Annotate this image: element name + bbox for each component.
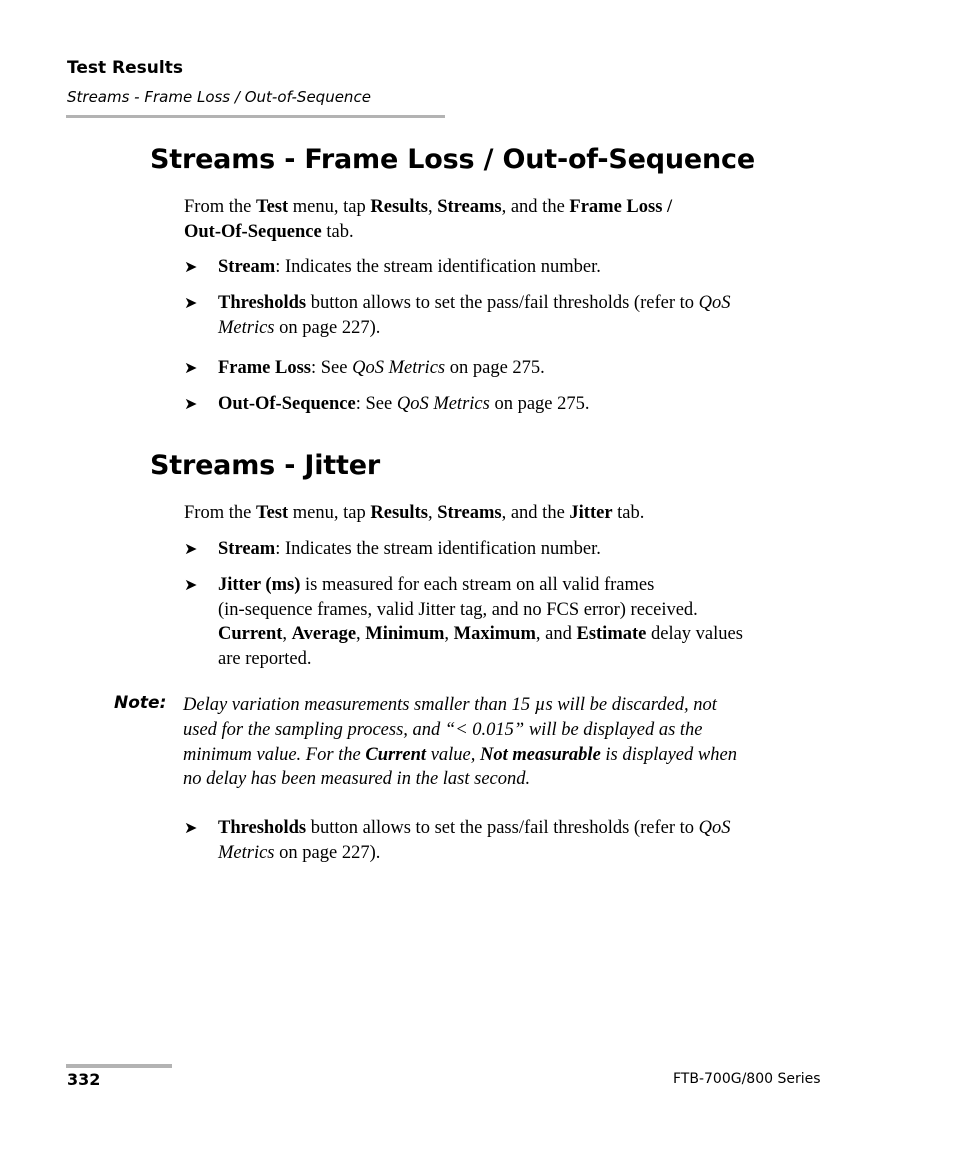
note-label: Note: bbox=[114, 693, 167, 713]
arrowhead-bullet-icon: ➤ bbox=[184, 575, 198, 594]
note-text: Delay variation measurements smaller than 15 µs will be discarded, not used for the sampling process, and “< 0.015” will be displayed as the minimum value. For the Current value, Not measurable is displayed when no delay has been measured in the last second. bbox=[183, 695, 737, 790]
arrowhead-bullet-icon: ➤ bbox=[184, 293, 198, 312]
section1-intro: From the Test menu, tap Results, Streams, and the Frame Loss / Out-Of-Sequence tab. bbox=[184, 197, 673, 242]
running-header-subtitle: Streams - Frame Loss / Out-of-Sequence bbox=[67, 88, 371, 106]
section-heading-jitter: Streams - Jitter bbox=[150, 450, 380, 481]
arrowhead-bullet-icon: ➤ bbox=[184, 394, 198, 413]
page-number: 332 bbox=[67, 1070, 101, 1089]
arrowhead-bullet-icon: ➤ bbox=[184, 539, 198, 558]
product-series: FTB-700G/800 Series bbox=[673, 1071, 821, 1087]
footer-rule bbox=[66, 1064, 172, 1068]
arrowhead-bullet-icon: ➤ bbox=[184, 818, 198, 837]
arrowhead-bullet-icon: ➤ bbox=[184, 257, 198, 276]
section2-intro: From the Test menu, tap Results, Streams, and the Jitter tab. bbox=[184, 503, 645, 523]
header-rule bbox=[66, 115, 445, 118]
running-header-title: Test Results bbox=[67, 58, 183, 78]
arrowhead-bullet-icon: ➤ bbox=[184, 358, 198, 377]
section-heading-frame-loss: Streams - Frame Loss / Out-of-Sequence bbox=[150, 144, 755, 175]
